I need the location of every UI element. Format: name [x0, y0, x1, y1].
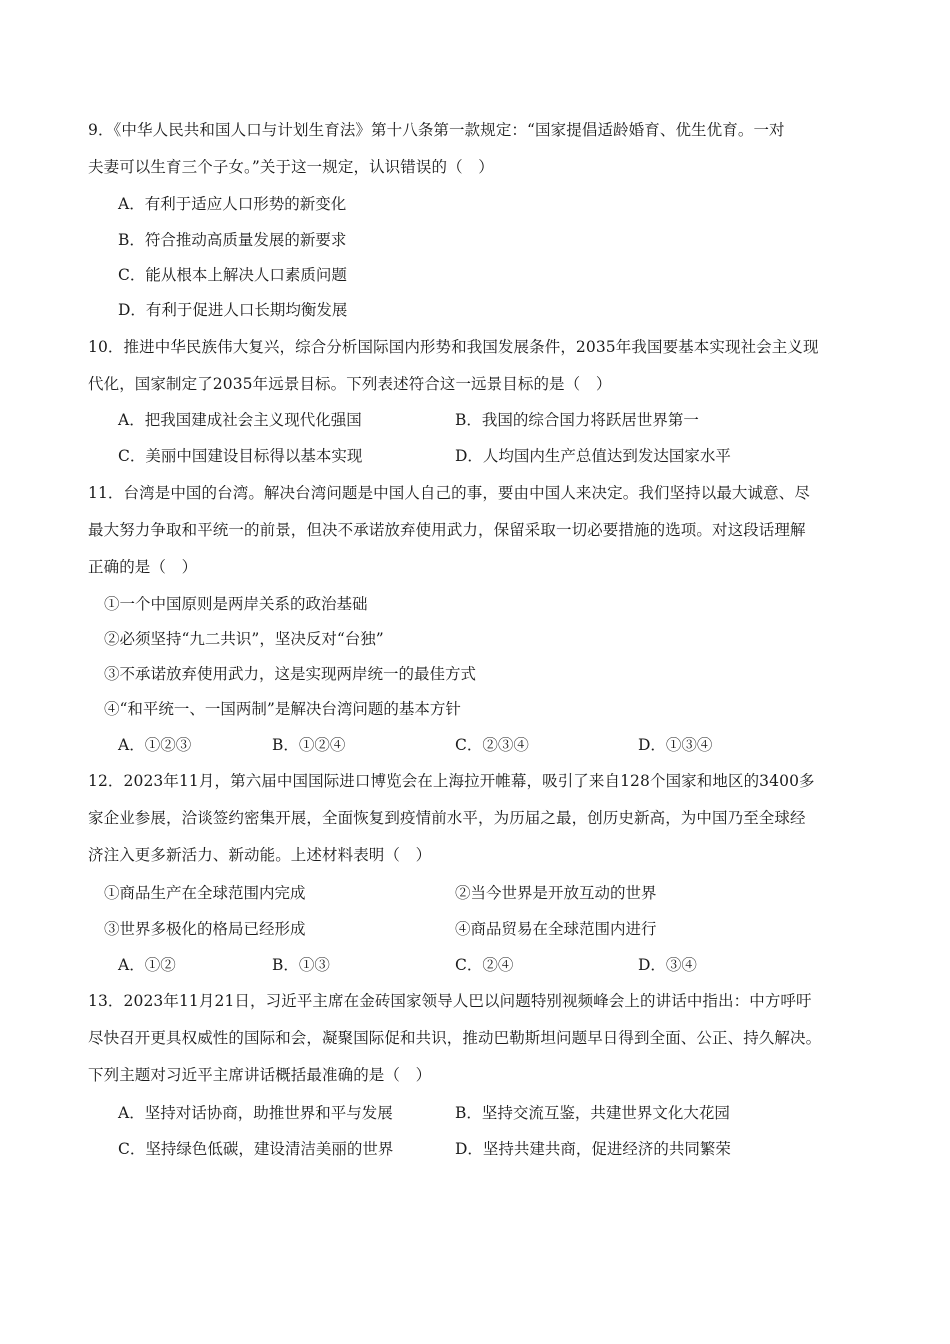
question-13-option-d[interactable]: D．坚持共建共商，促进经济的共同繁荣	[455, 1140, 731, 1158]
question-13-option-a[interactable]: A．坚持对话协商，助推世界和平与发展	[118, 1104, 393, 1122]
question-9-line-2: 夫妻可以生育三个子女。”关于这一规定，认识错误的（ ）	[88, 158, 494, 176]
question-11-statement-4: ④“和平统一、一国两制”是解决台湾问题的基本方针	[104, 700, 461, 718]
question-12-line-2: 家企业参展，洽谈签约密集开展，全面恢复到疫情前水平，为历届之最，创历史新高，为中国乃至全球经	[88, 809, 806, 827]
question-11-statement-1: ①一个中国原则是两岸关系的政治基础	[104, 595, 368, 613]
question-11-option-c[interactable]: C．②③④	[455, 736, 529, 754]
question-11-line-1: 11．台湾是中国的台湾。解决台湾问题是中国人自己的事，要由中国人来决定。我们坚持以最大诚意、尽	[88, 484, 810, 502]
question-10-line-2: 代化，国家制定了2035年远景目标。下列表述符合这一远景目标的是（ ）	[88, 375, 612, 393]
question-12-line-3: 济注入更多新活力、新动能。上述材料表明（ ）	[88, 846, 432, 864]
question-9-option-a[interactable]: A．有利于适应人口形势的新变化	[118, 195, 347, 213]
question-11-statement-2: ②必须坚持“九二共识”，坚决反对“台独”	[104, 630, 384, 648]
question-12-statement-2: ②当今世界是开放互动的世界	[455, 884, 657, 902]
question-13-line-2: 尽快召开更具权威性的国际和会，凝聚国际促和共识，推动巴勒斯坦问题早日得到全面、公正、持久解决。	[88, 1029, 822, 1047]
question-11-line-2: 最大努力争取和平统一的前景，但决不承诺放弃使用武力，保留采取一切必要措施的选项。对这段话理解	[88, 521, 806, 539]
question-9-line-1: 9．《中华人民共和国人口与计划生育法》第十八条第一款规定：“国家提倡适龄婚育、优生优育。一对	[88, 121, 785, 139]
question-10-option-b[interactable]: B．我国的综合国力将跃居世界第一	[455, 411, 699, 429]
question-10-option-c[interactable]: C．美丽中国建设目标得以基本实现	[118, 447, 363, 465]
question-12-line-1: 12．2023年11月，第六届中国国际进口博览会在上海拉开帷幕，吸引了来自128个国家和地区的3400多	[88, 772, 815, 790]
question-13-line-3: 下列主题对习近平主席讲话概括最准确的是（ ）	[88, 1066, 432, 1084]
question-13-line-1: 13．2023年11月21日，习近平主席在金砖国家领导人巴以问题特别视频峰会上的讲话中指出：中方呼吁	[88, 992, 812, 1010]
question-13-option-c[interactable]: C．坚持绿色低碳，建设清洁美丽的世界	[118, 1140, 394, 1158]
question-12-statement-3: ③世界多极化的格局已经形成	[104, 920, 306, 938]
question-9-option-d[interactable]: D．有利于促进人口长期均衡发展	[118, 301, 348, 319]
question-11-line-3: 正确的是（ ）	[88, 558, 198, 576]
question-12-option-d[interactable]: D．③④	[638, 956, 697, 974]
question-11-option-a[interactable]: A．①②③	[118, 736, 192, 754]
question-12-statement-1: ①商品生产在全球范围内完成	[104, 884, 306, 902]
question-9-option-b[interactable]: B．符合推动高质量发展的新要求	[118, 231, 347, 249]
question-12-option-a[interactable]: A．①②	[118, 956, 176, 974]
question-12-option-b[interactable]: B．①③	[272, 956, 330, 974]
question-11-statement-3: ③不承诺放弃使用武力，这是实现两岸统一的最佳方式	[104, 665, 477, 683]
question-11-option-d[interactable]: D．①③④	[638, 736, 713, 754]
question-12-option-c[interactable]: C．②④	[455, 956, 514, 974]
question-13-option-b[interactable]: B．坚持交流互鉴，共建世界文化大花园	[455, 1104, 730, 1122]
question-10-line-1: 10．推进中华民族伟大复兴，综合分析国际国内形势和我国发展条件，2035年我国要基本实现社会主义现	[88, 338, 819, 356]
question-10-option-d[interactable]: D．人均国内生产总值达到发达国家水平	[455, 447, 731, 465]
question-10-option-a[interactable]: A．把我国建成社会主义现代化强国	[118, 411, 362, 429]
question-12-statement-4: ④商品贸易在全球范围内进行	[455, 920, 657, 938]
question-11-option-b[interactable]: B．①②④	[272, 736, 346, 754]
question-9-option-c[interactable]: C．能从根本上解决人口素质问题	[118, 266, 347, 284]
